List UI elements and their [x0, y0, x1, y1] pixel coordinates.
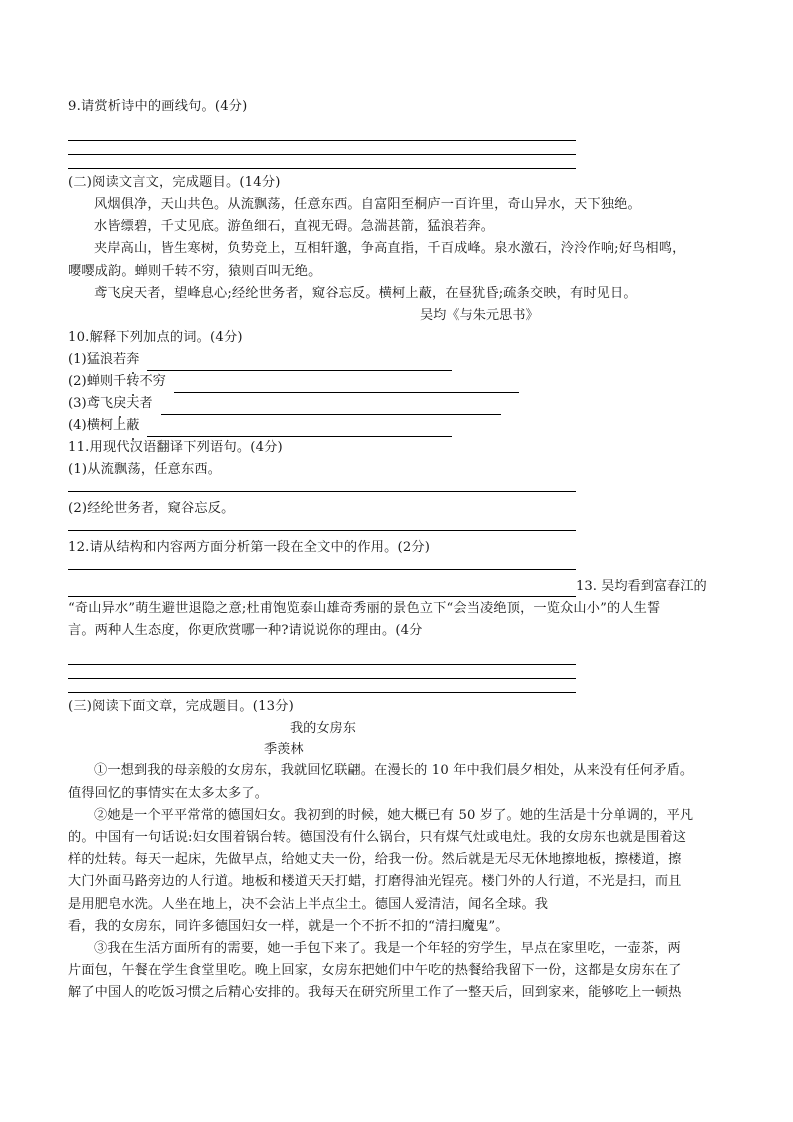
article-paragraph-line: 看，我的女房东，同许多德国妇女一样，就是一个不折不扣的“清扫魔鬼”。: [68, 918, 509, 934]
question-13-line: “奇山异水”萌生避世退隐之意;杜甫饱览泰山雄奇秀丽的景色立下“会当凌绝顶，一览众山小”的人生誓: [68, 601, 661, 617]
question-12-text: 12.请从结构和内容两方面分析第一段在全文中的作用。(2分): [68, 540, 431, 556]
article-paragraph-line: 样的灶转。每天一起床，先做早点，给她丈夫一份，给我一份。然后就是无尽无休地擦地板，擦楼道，擦: [68, 852, 682, 868]
item-label: (2)蝉则千转不穷: [68, 371, 166, 393]
section-two-heading: (二)阅读文言文，完成题目。(14分): [68, 175, 281, 190]
article-paragraph-line: 片面包，午餐在学生食堂里吃。晚上回家，女房东把她们中午吃的热餐给我留下一份，这都是女房东在了: [68, 963, 682, 979]
question-10-item-1: [68, 349, 733, 371]
question-13-line: 言。两种人生态度，你更欣赏哪一种?请说说你的理由。(4分: [68, 623, 423, 639]
question-11-item-1: (1)从流飘荡，任意东西。: [68, 462, 222, 478]
item-label: (4)横柯上蔽: [68, 415, 139, 437]
answer-blank[interactable]: [147, 356, 452, 371]
article-author: 季羡林: [264, 742, 304, 758]
question-10-item-4: [68, 415, 733, 437]
answer-rule[interactable]: [68, 596, 576, 597]
answer-rule[interactable]: [68, 154, 576, 155]
answer-rule[interactable]: [68, 140, 576, 141]
question-10-item-2: [68, 371, 733, 393]
article-paragraph-line: 值得回忆的事情实在太多太多了。: [68, 785, 269, 801]
answer-blank[interactable]: [174, 378, 519, 393]
article-paragraph-line: ③我在生活方面所有的需要，她一手包下来了。我是一个年轻的穷学生，早点在家里吃，一壶茶，两: [94, 941, 681, 957]
article-paragraph-line: 解了中国人的吃饭习惯之后精心安排的。我每天在研究所里工作了一整天后，回到家来，能够吃上一顿热: [68, 985, 682, 1001]
page-content: [68, 96, 733, 1005]
item-label: (1)猛浪若奔: [68, 349, 139, 371]
passage-line: 夹岸高山，皆生寒树，负势竞上，互相轩邈，争高直指，千百成峰。泉水激石，泠泠作响;好鸟相鸣，: [94, 241, 686, 257]
article-paragraph-line: 大门外面马路旁边的人行道。地板和楼道天天打蜡，打磨得油光锃亮。楼门外的人行道，不光是扫，而且: [68, 874, 682, 890]
question-13-head: 13. 吴均看到富春江的: [576, 579, 707, 595]
answer-rule[interactable]: [68, 678, 576, 679]
question-10-text: 10.解释下列加点的词。(4分): [68, 330, 243, 346]
article-paragraph-line: 是用肥皂水洗。人坐在地上，决不会沾上半点尘土。德国人爱清洁，闻名全球。我: [68, 896, 549, 912]
emphasis-dot-char: 蔽: [126, 415, 139, 437]
passage-line: 水皆缥碧，千丈见底。游鱼细石，直视无碍。急湍甚箭，猛浪若奔。: [94, 219, 495, 235]
section-three-heading: (三)阅读下面文章，完成题目。(13分): [68, 699, 294, 715]
passage-line: 鸢飞戾天者，望峰息心;经纶世务者，窥谷忘反。横柯上蔽，在昼犹昏;疏条交映，有时见日。: [94, 285, 637, 301]
article-paragraph-line: ①一想到我的母亲般的女房东，我就回忆联翩。在漫长的 10 年中我们晨夕相处，从来没有任何矛盾。: [94, 763, 694, 779]
article-paragraph-line: 的。中国有一句话说:妇女围着锅台转。德国没有什么锅台，只有煤气灶或电灶。我的女房东也就是围着这: [68, 830, 687, 846]
passage-line: 嘤嘤成韵。蝉则千转不穷，猿则百叫无绝。: [68, 263, 322, 279]
question-11-text: 11.用现代汉语翻译下列语句。(4分): [68, 440, 283, 456]
question-9-answer-area[interactable]: [68, 118, 733, 169]
question-10-item-3: [68, 393, 733, 415]
question-13-answer-area[interactable]: [68, 642, 733, 693]
item-label: (3)鸢飞戾天者: [68, 393, 153, 415]
question-11-item-2: (2)经纶世务者，窥谷忘反。: [68, 501, 235, 517]
passage-attribution: 吴均《与朱元思书》: [420, 308, 539, 324]
emphasis-dot-char: 戾: [113, 393, 126, 415]
question-9-text: 9.请赏析诗中的画线句。(4分): [68, 99, 248, 114]
question-13-first-line: [68, 576, 733, 598]
emphasis-dot-char: 奔: [126, 349, 139, 371]
answer-rule[interactable]: [68, 664, 576, 665]
article-paragraph-line: ②她是一个平平常常的德国妇女。我初到的时候，她大概已有 50 岁了。她的生活是十分单调的，平凡: [94, 807, 694, 823]
answer-blank[interactable]: [161, 400, 501, 415]
article-title: 我的女房东: [290, 721, 356, 737]
passage-line: 风烟俱净，天山共色。从流飘荡，任意东西。自富阳至桐庐一百许里，奇山异水，天下独绝。: [94, 197, 641, 212]
answer-blank[interactable]: [147, 422, 452, 437]
emphasis-dot-char: 转: [126, 371, 139, 393]
